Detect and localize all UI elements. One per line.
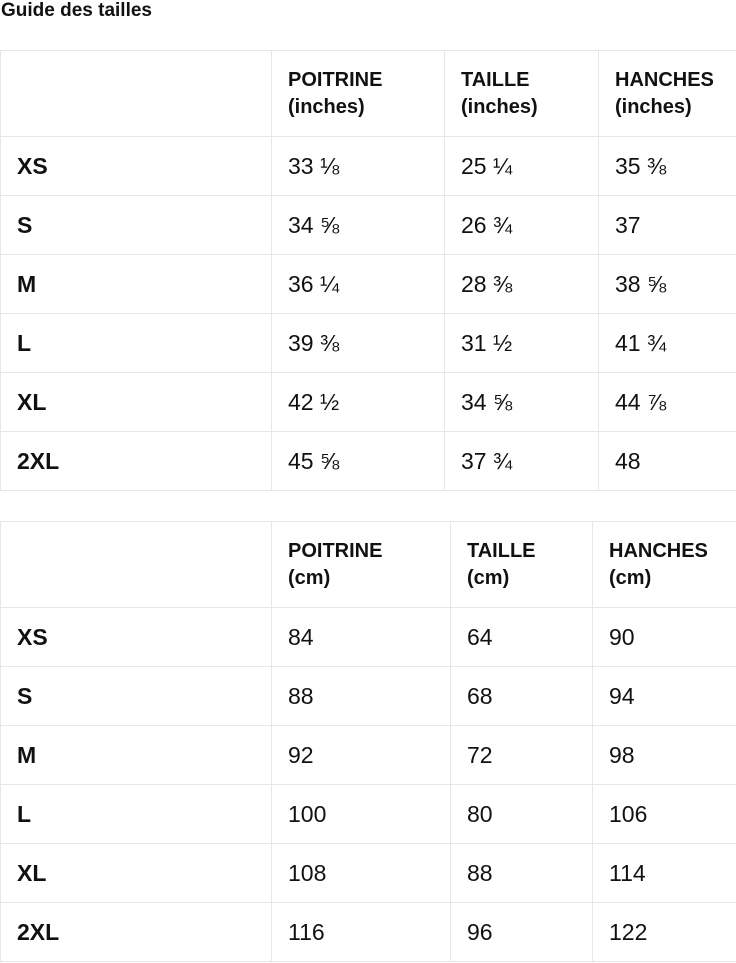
size-label: 2XL: [1, 432, 272, 491]
size-label: XL: [1, 373, 272, 432]
measurement-cell: 106: [593, 785, 736, 844]
measurement-cell: 122: [593, 903, 736, 962]
measurement-cell: 38 ⅝: [599, 255, 736, 314]
size-row-s: [1, 667, 736, 726]
size-label: L: [1, 314, 272, 373]
measurement-cell: 37 ¾: [445, 432, 599, 491]
column-unit: (inches): [461, 95, 538, 118]
size-label: XL: [1, 844, 272, 903]
size-label: XS: [1, 137, 272, 196]
measurement-cell: 100: [272, 785, 451, 844]
measurement-cell: 98: [593, 726, 736, 785]
page-title: Guide des tailles: [1, 0, 152, 21]
column-header-hanches-inches: [599, 51, 736, 137]
measurement-cell: 94: [593, 667, 736, 726]
measurement-cell: 31 ½: [445, 314, 599, 373]
size-row-xl: [1, 844, 736, 903]
column-header-hanches-cm: [593, 522, 736, 608]
measurement-cell: 48: [599, 432, 736, 491]
column-label: POITRINE: [288, 539, 383, 562]
column-label: HANCHES: [609, 539, 708, 562]
measurement-cell: 84: [272, 608, 451, 667]
size-table-cm: [0, 521, 736, 962]
measurement-cell: 90: [593, 608, 736, 667]
measurement-cell: 64: [451, 608, 593, 667]
measurement-cell: 72: [451, 726, 593, 785]
column-unit: (cm): [288, 566, 331, 589]
size-label: S: [1, 196, 272, 255]
size-label: L: [1, 785, 272, 844]
measurement-cell: 26 ¾: [445, 196, 599, 255]
measurement-cell: 88: [451, 844, 593, 903]
size-row-l: [1, 314, 736, 373]
corner-cell: [1, 522, 272, 608]
column-label: TAILLE: [467, 539, 536, 562]
header-row: [1, 51, 736, 137]
column-unit: (inches): [288, 95, 365, 118]
measurement-cell: 34 ⅝: [272, 196, 445, 255]
column-unit: (inches): [615, 95, 692, 118]
measurement-cell: 80: [451, 785, 593, 844]
size-row-xl: [1, 373, 736, 432]
size-label: M: [1, 726, 272, 785]
measurement-cell: 28 ⅜: [445, 255, 599, 314]
measurement-cell: 42 ½: [272, 373, 445, 432]
measurement-cell: 114: [593, 844, 736, 903]
column-header-poitrine-cm: [272, 522, 451, 608]
size-table-inches: [0, 50, 736, 491]
measurement-cell: 36 ¼: [272, 255, 445, 314]
size-row-l: [1, 785, 736, 844]
measurement-cell: 88: [272, 667, 451, 726]
measurement-cell: 25 ¼: [445, 137, 599, 196]
measurement-cell: 68: [451, 667, 593, 726]
measurement-cell: 34 ⅝: [445, 373, 599, 432]
size-row-xs: [1, 137, 736, 196]
measurement-cell: 37: [599, 196, 736, 255]
column-header-taille-cm: [451, 522, 593, 608]
size-label: 2XL: [1, 903, 272, 962]
measurement-cell: 35 ⅜: [599, 137, 736, 196]
measurement-cell: 33 ⅛: [272, 137, 445, 196]
header-row: [1, 522, 736, 608]
column-unit: (cm): [609, 566, 652, 589]
measurement-cell: 116: [272, 903, 451, 962]
size-row-xs: [1, 608, 736, 667]
measurement-cell: 108: [272, 844, 451, 903]
size-row-2xl: [1, 903, 736, 962]
size-row-2xl: [1, 432, 736, 491]
size-row-m: [1, 255, 736, 314]
size-label: S: [1, 667, 272, 726]
measurement-cell: 96: [451, 903, 593, 962]
corner-cell: [1, 51, 272, 137]
column-header-poitrine-inches: [272, 51, 445, 137]
size-label: XS: [1, 608, 272, 667]
size-row-s: [1, 196, 736, 255]
measurement-cell: 44 ⅞: [599, 373, 736, 432]
size-label: M: [1, 255, 272, 314]
column-unit: (cm): [467, 566, 510, 589]
column-label: TAILLE: [461, 68, 530, 91]
column-header-taille-inches: [445, 51, 599, 137]
size-row-m: [1, 726, 736, 785]
column-label: HANCHES: [615, 68, 714, 91]
measurement-cell: 92: [272, 726, 451, 785]
measurement-cell: 45 ⅝: [272, 432, 445, 491]
measurement-cell: 41 ¾: [599, 314, 736, 373]
measurement-cell: 39 ⅜: [272, 314, 445, 373]
column-label: POITRINE: [288, 68, 383, 91]
